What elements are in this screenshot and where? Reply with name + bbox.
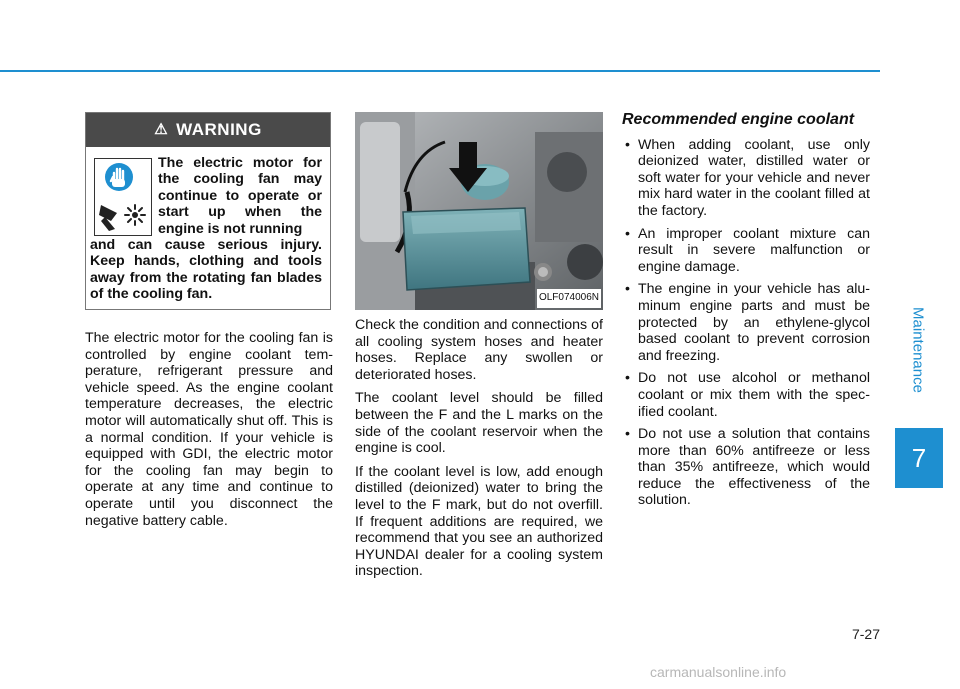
list-item: • The engine in your vehicle has alu-minum engine parts and must be protected by an ethylene-glycol based coolant to prevent corrosion and freezing. (622, 281, 870, 364)
warning-rest-text: and can cause serious injury. Keep hands, clothing and tools away from the rotating fan blades of the cooling fan. (90, 237, 322, 303)
cooling-fan-paragraph: The electric motor for the cooling fan is controlled by engine coolant tem-perature, refrigerant pressure and vehicle speed. As the engine coolant temperature decreases, the electric motor will automatically shut off. This is a normal condition. If your vehicle is equipped with GDI, the electric motor for the cooling fan may begin to operate at any time and continue to operate until you disconnect the negative battery cable. (85, 330, 333, 529)
list-item: • Do not use alcohol or methanol coolant or mix them with the spec-ified coolant. (622, 370, 870, 420)
warning-triangle-icon: ⚠ (154, 120, 169, 138)
paragraph: The coolant level should be filled between the F and the L marks on the side of the coolant reservoir when the engine is cool. (355, 390, 603, 457)
watermark: carmanualsonline.info (650, 664, 787, 680)
section-title: Recommended engine coolant (622, 111, 855, 128)
column-left (85, 112, 333, 536)
chapter-side-label (898, 290, 938, 410)
paragraph: Check the condition and connections of all cooling system hoses and heater hoses. Replace any swollen or deteriorated hoses. (355, 317, 603, 383)
photo-code: OLF074006N (537, 289, 601, 308)
chapter-label-text: Maintenance (909, 307, 927, 393)
chapter-number-tab: 7 (895, 428, 943, 488)
column-right (622, 112, 870, 515)
warning-lead-text: The electric motor for the cooling fan may continue to operate or start up when the engine is not running (158, 155, 322, 237)
list-item: • An improper coolant mixture can result in severe malfunction or engine damage. (622, 226, 870, 276)
coolant-reservoir-photo (355, 112, 603, 310)
warning-title: WARNING (176, 119, 262, 139)
list-item: • When adding coolant, use only deionized water, distilled water or soft water for your vehicle and never mix hard water in the coolant filled at the factory. (622, 137, 870, 220)
warning-header (86, 113, 330, 147)
warning-icon-panel (94, 158, 152, 236)
coolant-bullet-list (622, 137, 870, 509)
column-middle (355, 112, 603, 587)
list-item: • Do not use a solution that contains more than 60% antifreeze or less than 35% antifreeze, which would reduce the effectiveness of the solution. (622, 426, 870, 509)
paragraph: If the coolant level is low, add enough distilled (deionized) water to bring the level to the F mark, but do not overfill. If frequent additions are required, we recommend that you see an authorized HYUNDAI dealer for a cooling system inspection. (355, 463, 603, 580)
header-rule (0, 70, 880, 72)
page-number: 7-27 (851, 626, 880, 642)
fan-hazard-icon (99, 205, 145, 231)
hand-stop-icon (105, 163, 133, 191)
coolant-check-text (355, 317, 603, 580)
warning-box (85, 112, 331, 310)
